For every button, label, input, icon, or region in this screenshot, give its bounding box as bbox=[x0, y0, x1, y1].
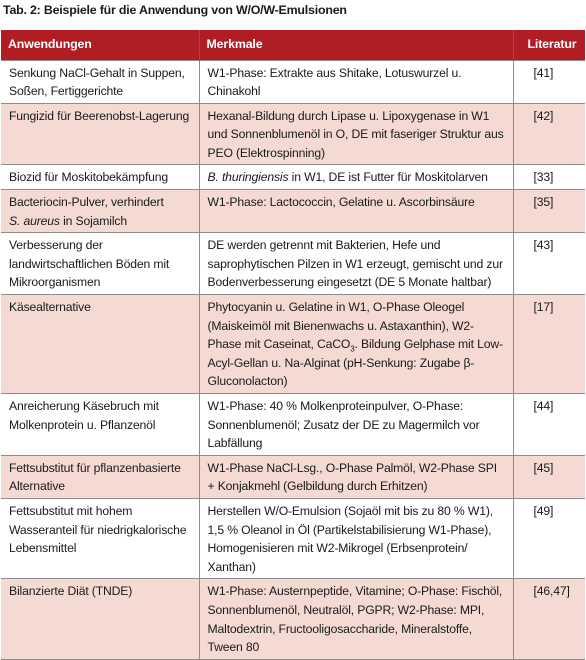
table-caption: Tab. 2: Beispiele für die Anwendung von W/O/W-Emulsionen bbox=[3, 3, 347, 17]
species-name: B. thuringiensis bbox=[207, 170, 289, 185]
cell-merkmale: W1-Phase NaCl-Lsg., O-Phase Palmöl, W2-Phase SPI + Konjakmehl (Gelbildung durch Erhitzen) bbox=[199, 455, 513, 498]
cell-literatur: [35] bbox=[513, 190, 585, 233]
cell-merkmale-text: . Bildung Gelphase mit Low-Acyl-Gellan u. Na-Alginat (pH-Senkung: Zugabe β-Gluconolacton) bbox=[207, 337, 503, 389]
cell-merkmale: W1-Phase: Lactococcin, Gelatine u. Ascorbinsäure bbox=[199, 190, 513, 233]
header-merkmale: Merkmale bbox=[199, 30, 513, 60]
cell-literatur: [43] bbox=[513, 233, 585, 295]
cell-anwendung: Anreicherung Käsebruch mit Molkenprotein u. Pflanzenöl bbox=[1, 394, 199, 456]
cell-anwendung: Senkung NaCl-Gehalt in Suppen, Soßen, Fertiggerichte bbox=[1, 60, 199, 103]
table-row bbox=[1, 394, 585, 456]
cell-merkmale: W1-Phase: Austernpeptide, Vitamine; O-Phase: Fischöl, Sonnenblumenöl, Neutralöl, PGPR; W2-Phase: MPI, Maltodextrin, Fructooligosaccharide, Mineralstoffe, Tween 80 bbox=[199, 579, 513, 659]
cell-merkmale: Hexanal-Bildung durch Lipase u. Lipoxygenase in W1 und Sonnenblumenöl in O, DE mit faseriger Struktur aus PEO (Elektrospinning) bbox=[199, 103, 513, 165]
cell-merkmale-text: in W1, DE ist Futter für Moskitolarven bbox=[288, 170, 488, 185]
cell-anwendung: Verbesserung der landwirtschaftlichen Böden mit Mikroorganismen bbox=[1, 233, 199, 295]
cell-literatur: [41] bbox=[513, 60, 585, 103]
header-anwendungen: Anwendungen bbox=[1, 30, 199, 60]
table-row bbox=[1, 579, 585, 659]
cell-literatur: [44] bbox=[513, 394, 585, 456]
cell-literatur: [17] bbox=[513, 295, 585, 394]
cell-anwendung-text: Bacteriocin-Pulver, verhindert bbox=[9, 195, 164, 210]
cell-anwendung: Fungizid für Beerenobst-Lagerung bbox=[1, 103, 199, 165]
table-row bbox=[1, 165, 585, 190]
cell-merkmale: Herstellen W/O-Emulsion (Sojaöl mit bis zu 80 % W1), 1,5 % Oleanol in Öl (Partikelstabilisierung W1-Phase), Homogenisieren mit W2-Mikrogel (Erbsenprotein/ Xanthan) bbox=[199, 498, 513, 578]
table-row bbox=[1, 190, 585, 233]
cell-anwendung-text: in Sojamilch bbox=[59, 213, 127, 228]
emulsion-table-container bbox=[1, 30, 585, 660]
cell-merkmale-text: Phytocyanin u. Gelatine in W1, O-Phase Oleogel (Maiskeimöl mit Bienenwachs u. Astaxanthin), W2-Phase mit Caseinat, CaCO bbox=[207, 300, 474, 352]
cell-merkmale: W1-Phase: 40 % Molkenproteinpulver, O-Phase: Sonnenblumenöl; Zusatz der DE zu Magermilch vor Labfällung bbox=[199, 394, 513, 456]
cell-merkmale bbox=[199, 295, 513, 394]
table-header bbox=[1, 30, 585, 60]
table-row bbox=[1, 233, 585, 295]
species-name: S. aureus bbox=[9, 213, 60, 228]
cell-anwendung: Fettsubstitut mit hohem Wasseranteil für niedrigkalorische Lebensmittel bbox=[1, 498, 199, 578]
table-row bbox=[1, 498, 585, 578]
cell-merkmale: DE werden getrennt mit Bakterien, Hefe und saprophytischen Pilzen in W1 erzeugt, gemischt und zur Bodenverbesserung eingesetzt (DE 5 Monate haltbar) bbox=[199, 233, 513, 295]
table-row bbox=[1, 295, 585, 394]
cell-literatur: [49] bbox=[513, 498, 585, 578]
table-row bbox=[1, 455, 585, 498]
cell-anwendung: Käsealternative bbox=[1, 295, 199, 394]
cell-merkmale bbox=[199, 165, 513, 190]
cell-literatur: [33] bbox=[513, 165, 585, 190]
header-row bbox=[1, 30, 585, 60]
emulsion-table bbox=[1, 30, 585, 660]
table-row bbox=[1, 60, 585, 103]
cell-anwendung bbox=[1, 190, 199, 233]
cell-literatur: [46,47] bbox=[513, 579, 585, 659]
cell-anwendung: Bilanzierte Diät (TNDE) bbox=[1, 579, 199, 659]
cell-merkmale: W1-Phase: Extrakte aus Shitake, Lotuswurzel u. Chinakohl bbox=[199, 60, 513, 103]
header-literatur: Literatur bbox=[513, 30, 585, 60]
cell-literatur: [42] bbox=[513, 103, 585, 165]
table-body bbox=[1, 60, 585, 659]
table-row bbox=[1, 103, 585, 165]
subscript: 3 bbox=[350, 344, 355, 354]
cell-anwendung: Fettsubstitut für pflanzenbasierte Alternative bbox=[1, 455, 199, 498]
cell-literatur: [45] bbox=[513, 455, 585, 498]
cell-anwendung: Biozid für Moskitobekämpfung bbox=[1, 165, 199, 190]
